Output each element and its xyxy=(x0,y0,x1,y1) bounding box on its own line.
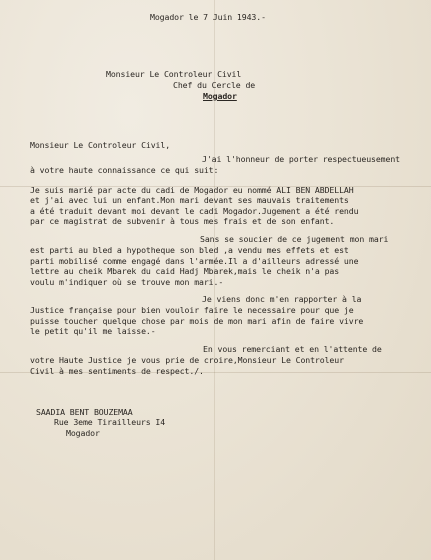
paragraph-line: Je suis marié par acte du cadi de Mogador eu nommé ALI BEN ABDELLAH xyxy=(30,185,354,195)
paragraph-line: parti mobilisé comme engagé dans l'armée.Il a d'ailleurs adressé une xyxy=(30,256,359,266)
paragraph-line: J'ai l'honneur de porter respectueusement xyxy=(202,154,401,164)
addressee-line: Monsieur Le Controleur Civil xyxy=(106,69,242,79)
dateline: Mogador le 7 Juin 1943.- xyxy=(150,12,266,22)
paragraph-line: Je viens donc m'en rapporter à la xyxy=(202,294,362,304)
addressee-line: Mogador xyxy=(203,91,237,101)
paragraph-line: puisse toucher quelque chose par mois de mon mari afin de faire vivre xyxy=(30,316,364,326)
paragraph-line: et j'ai avec lui un enfant.Mon mari devant ses mauvais traitements xyxy=(30,195,349,205)
signature-city: Mogador xyxy=(66,428,100,438)
paragraph-line: Justice française pour bien vouloir faire le necessaire pour que je xyxy=(30,305,354,315)
paragraph-line: Sans se soucier de ce jugement mon mari xyxy=(200,234,389,244)
paragraph-line: est parti au bled a hypotheque son bled ,a vendu mes effets et est xyxy=(30,245,349,255)
paragraph-line: par ce magistrat de subvenir à tous mes frais et de son enfant. xyxy=(30,216,335,226)
paragraph-line: votre Haute Justice je vous prie de croire,Monsieur Le Controleur xyxy=(30,355,344,365)
paragraph-line: à votre haute connaissance ce qui suit: xyxy=(30,165,219,175)
paragraph-line: Civil à mes sentiments de respect./. xyxy=(30,366,204,376)
salutation: Monsieur Le Controleur Civil, xyxy=(30,140,171,150)
paragraph-line: lettre au cheik Mbarek du caid Hadj Mbarek,mais le cheik n'a pas xyxy=(30,266,340,276)
paragraph-line: En vous remerciant et en l'attente de xyxy=(203,344,382,354)
paragraph-line: a été traduit devant moi devant le cadi Mogador.Jugement a été rendu xyxy=(30,206,359,216)
paragraph-line: voulu m'indiquer où se trouve mon mari.- xyxy=(30,277,224,287)
signature-name: SAADIA BENT BOUZEMAA xyxy=(36,407,133,417)
addressee-line: Chef du Cercle de xyxy=(173,80,256,90)
paragraph-line: le petit qu'il me laisse.- xyxy=(30,326,156,336)
signature-address: Rue 3eme Tirailleurs I4 xyxy=(54,417,166,427)
